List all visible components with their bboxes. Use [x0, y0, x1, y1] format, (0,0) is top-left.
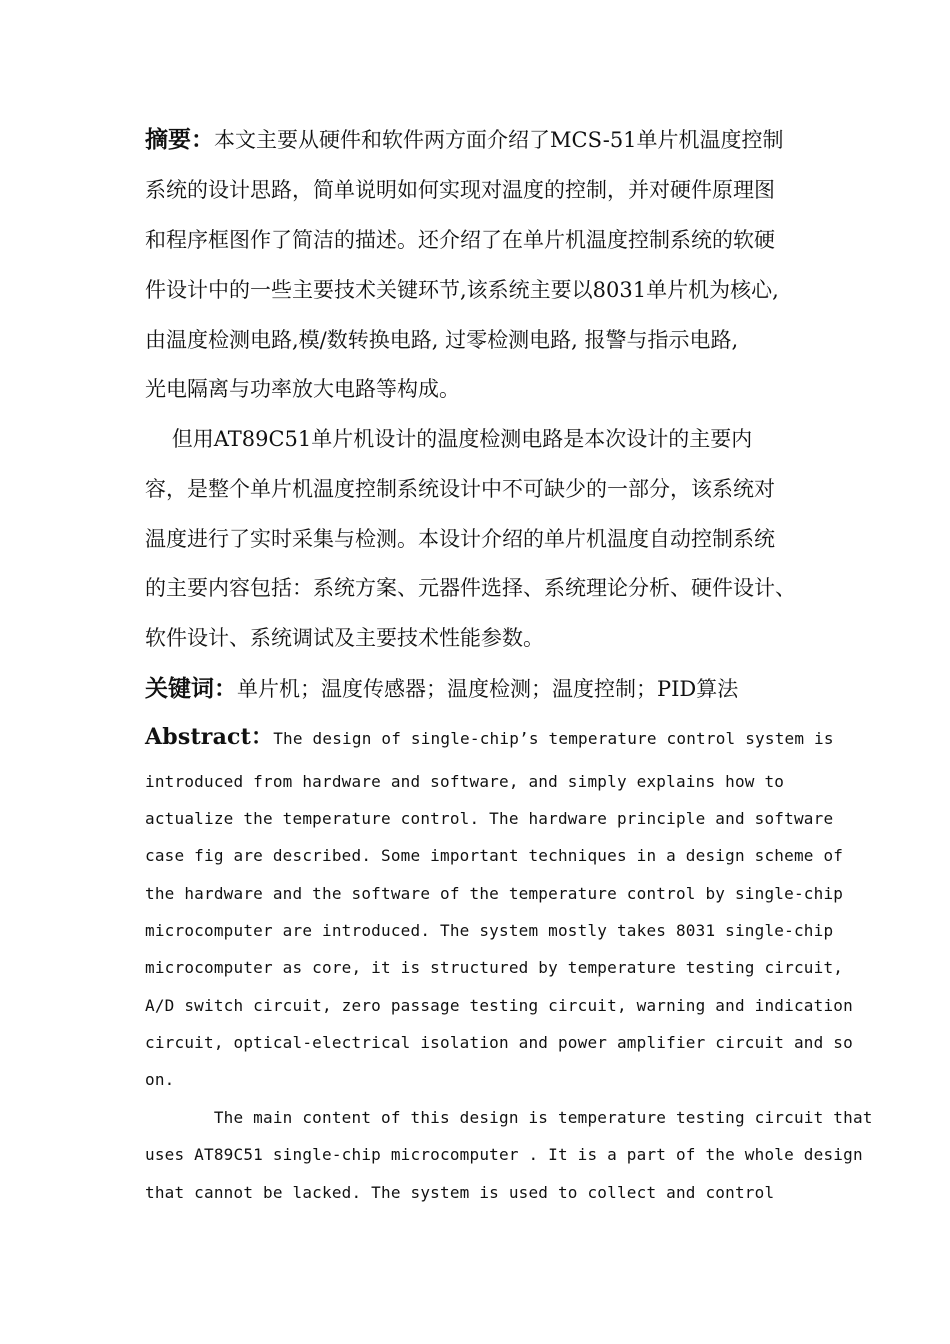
- cn-para2-line-5: 软件设计、系统调试及主要技术性能参数。: [145, 626, 544, 650]
- en-abstract-line-9: circuit, optical-electrical isolation and power amplifier circuit and so: [145, 1033, 853, 1052]
- keywords-label: 关键词：: [145, 676, 237, 702]
- en-abstract-label: Abstract：: [145, 724, 274, 750]
- cn-abstract-line-2: 系统的设计思路，简单说明如何实现对温度的控制，并对硬件原理图: [145, 178, 775, 202]
- en-abstract-line-1: Abstract：The design of single-chip’s temperature control system is: [145, 724, 834, 750]
- cn-para2-line-4: 的主要内容包括：系统方案、元器件选择、系统理论分析、硬件设计、: [145, 576, 796, 600]
- cn-abstract-line-4: 件设计中的一些主要技术关键环节,该系统主要以8031单片机为核心,: [145, 278, 779, 302]
- keywords-value: 单片机；温度传感器；温度检测；温度控制；PID算法: [237, 677, 739, 701]
- cn-abstract-line-3: 和程序框图作了简洁的描述。还介绍了在单片机温度控制系统的软硬: [145, 228, 775, 252]
- en-para2-line-1: The main content of this design is temperature testing circuit that: [145, 1108, 873, 1127]
- en-abstract-line-8: A/D switch circuit, zero passage testing circuit, warning and indication: [145, 996, 853, 1015]
- en-abstract-line-5: the hardware and the software of the temperature control by single-chip: [145, 884, 844, 903]
- en-abstract-line-7: microcomputer as core, it is structured by temperature testing circuit,: [145, 958, 844, 977]
- cn-abstract-line-6: 光电隔离与功率放大电路等构成。: [145, 377, 460, 401]
- en-abstract-line-2: introduced from hardware and software, and simply explains how to: [145, 772, 785, 791]
- cn-para2-line-1: 但用AT89C51单片机设计的温度检测电路是本次设计的主要内: [145, 427, 753, 451]
- en-abstract-line-6: microcomputer are introduced. The system mostly takes 8031 single-chip: [145, 921, 834, 940]
- cn-para2-line-3: 温度进行了实时采集与检测。本设计介绍的单片机温度自动控制系统: [145, 527, 775, 551]
- cn-abstract-line-5: 由温度检测电路,模/数转换电路, 过零检测电路, 报警与指示电路,: [145, 328, 739, 352]
- en-abstract-line-4: case fig are described. Some important techniques in a design scheme of: [145, 846, 844, 865]
- cn-abstract-label: 摘要：: [145, 127, 214, 153]
- en-abstract-line-3: actualize the temperature control. The hardware principle and software: [145, 809, 834, 828]
- cn-abstract-line-1: 摘要：本文主要从硬件和软件两方面介绍了MCS-51单片机温度控制: [145, 127, 784, 153]
- en-para2-line-2: uses AT89C51 single-chip microcomputer . It is a part of the whole design: [145, 1145, 863, 1164]
- keywords-line: [145, 676, 738, 702]
- en-abstract-line-10: on.: [145, 1070, 175, 1089]
- cn-para2-line-2: 容，是整个单片机温度控制系统设计中不可缺少的一部分，该系统对: [145, 477, 775, 501]
- en-para2-line-3: that cannot be lacked. The system is used to collect and control: [145, 1183, 775, 1202]
